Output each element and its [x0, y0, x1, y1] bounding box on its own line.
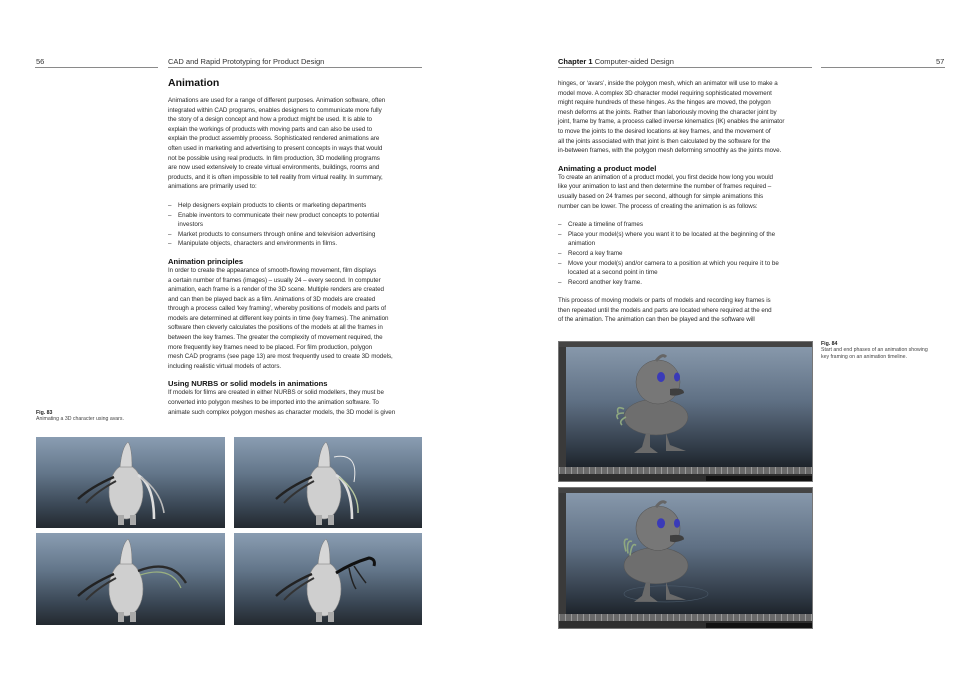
list-item: – Market products to consumers through online and television advertising [168, 230, 404, 240]
figure-83-caption [36, 410, 156, 423]
software-tool-shelf [559, 493, 566, 614]
text-line: not be possible using real products. In film production, 3D modelling programs [168, 154, 380, 162]
rooster-illustration [234, 533, 422, 625]
text-line: often used in marketing and advertising to present concepts in ways that would [168, 144, 383, 152]
figure-caption: Animating a 3D character using avars. [36, 416, 124, 422]
text-line: the story of a design concept and how a product might be used. It is able to [168, 116, 372, 124]
text-line: integrated within CAD programs, enables designers to communicate more fully [168, 106, 382, 114]
list-item: – Enable inventors to communicate their new product concepts to potential investors [168, 211, 404, 230]
list-item: – Record a key frame [558, 249, 798, 259]
text-line: To create an animation of a product model, you first decide how long you would [558, 173, 773, 181]
text-line: converted into polygon meshes to be imported into the animation software. To [168, 399, 379, 407]
intro-paragraph [168, 96, 424, 192]
text-line: software then cleverly calculates the positions of the models at all the frames in [168, 324, 383, 332]
text-line: animate such complex polygon meshes as character models, the 3D model is given [168, 408, 396, 416]
text-line: model move. A complex 3D character model requiring sophisticated movement [558, 89, 772, 97]
rooster-render-frame-4 [234, 533, 422, 625]
rooster-render-frame-3 [36, 533, 225, 625]
text-line: more frequently key frames need to be placed. For film production, polygon [168, 343, 373, 351]
left-page-body [168, 77, 424, 417]
running-head: CAD and Rapid Prototyping for Product Design [168, 57, 325, 66]
text-line: in-between frames, with the polygon mesh deforming smoothly as the joints move. [558, 147, 782, 155]
duck-model-illustration [566, 493, 812, 614]
text-line: number can be lower. The process of creating the animation is as follows: [558, 202, 758, 210]
rooster-illustration [234, 437, 422, 528]
text-line: animation, each frame is a render of the 3D scene. Multiple renders are created [168, 286, 384, 294]
animation-software-screenshot-start [558, 341, 813, 482]
steps-list [558, 220, 798, 287]
header-rule-right-inner [558, 67, 812, 68]
text-line: hinges, or ‘avars’, inside the polygon mesh, which an animator will use to make a [558, 80, 778, 87]
list-item: – Manipulate objects, characters and environments in films. [168, 239, 404, 249]
text-line: mesh CAD programs (see page 13) are most frequently used to create 3D models, [168, 353, 393, 361]
list-item: – Move your model(s) and/or camera to a position at which you require it to be located at a second point in time [558, 259, 798, 278]
nurbs-paragraph [168, 388, 424, 417]
text-line: explain the product assembly process. Sophisticated rendered animations are [168, 135, 380, 143]
text-line: explain the workings of products with moving parts and can also be used to [168, 125, 373, 133]
list-item: – Place your model(s) where you want it to be located at the beginning of the animation [558, 230, 798, 249]
continued-paragraph [558, 79, 814, 156]
text-line: In order to create the appearance of smooth-flowing movement, film displays [168, 266, 377, 274]
software-tool-shelf [559, 347, 566, 467]
chapter-heading [558, 57, 674, 66]
text-line: are now used extensively to create virtual environments, buildings, rooms and [168, 164, 380, 172]
duck-model-illustration [566, 347, 812, 467]
text-line: joint, frame by frame, a process called inverse kinematics (IK) enables the animator [558, 118, 785, 126]
uses-list [168, 201, 404, 249]
figure-label: Fig. 83 [36, 410, 53, 416]
text-line: models are determined at different key points in time (key frames). The animation [168, 314, 389, 322]
section-title-animation: Animation [168, 77, 220, 89]
figure-caption-line: key framing on an animation timeline. [821, 353, 907, 360]
rooster-render-frame-1 [36, 437, 225, 528]
heading-nurbs: Using NURBS or solid models in animations [168, 379, 328, 389]
text-line: like your animation to last and then determine the number of frames required – [558, 183, 772, 191]
figure-caption-line: Start and end phases of an animation showing [821, 347, 928, 353]
list-item: – Create a timeline of frames [558, 220, 798, 230]
text-line: This process of moving models or parts of models and recording key frames is [558, 297, 771, 305]
animation-timeline [559, 467, 812, 474]
text-line: of the animation. The animation can then be played and the software will [558, 316, 755, 324]
chapter-title: Computer-aided Design [594, 57, 674, 66]
rooster-illustration [36, 533, 225, 625]
product-paragraph [558, 173, 814, 211]
text-line: products, and it is often impossible to tell reality from virtual reality. In summary, [168, 173, 383, 181]
text-line: animations are primarily used to: [168, 183, 257, 191]
text-line: to move the joints to the desired locations at key frames, and the movement of [558, 127, 771, 135]
text-line: usually based on 24 frames per second, although for simple animations this [558, 192, 764, 200]
heading-animating-product-model: Animating a product model [558, 163, 657, 173]
header-rule-right-outer [821, 67, 945, 68]
heading-animation-principles: Animation principles [168, 256, 244, 266]
closing-paragraph [558, 296, 814, 325]
text-line: and can then be played back as a film. Animations of 3D models are created [168, 295, 376, 303]
header-rule-left-inner [168, 67, 422, 68]
header-rule-left-outer [35, 67, 158, 68]
animation-timeline [559, 614, 812, 621]
text-line: then repeated until the models and parts are located where required at the end [558, 306, 772, 314]
software-status-bar [559, 474, 812, 481]
text-line: If models for films are created in either NURBS or solid modellers, they must be [168, 389, 384, 397]
list-item: – Record another key frame. [558, 278, 798, 288]
text-line: mesh deforms at the joints. Rather than laboriously moving the character joint by [558, 108, 777, 116]
text-line: a certain number of frames (images) – usually 24 – every second. In computer [168, 276, 381, 284]
text-line: all the joints associated with that joint is then calculated by the software for the [558, 137, 771, 145]
list-item: – Help designers explain products to clients or marketing departments [168, 201, 404, 211]
chapter-label: Chapter 1 [558, 57, 593, 66]
rooster-illustration [36, 437, 225, 528]
rooster-render-frame-2 [234, 437, 422, 528]
text-line: through a process called ‘key framing’, whereby positions of models and parts of [168, 305, 386, 313]
animation-software-screenshot-end [558, 487, 813, 629]
software-status-bar [559, 621, 812, 628]
figure-84-caption [821, 341, 951, 360]
text-line: might require hundreds of these hinges. As the hinges are moved, the polygon [558, 99, 771, 107]
text-line: Animations are used for a range of different purposes. Animation software, often [168, 97, 386, 104]
figure-label: Fig. 84 [821, 341, 838, 347]
right-page-body [558, 79, 814, 325]
page-number-left: 56 [36, 57, 45, 66]
text-line: between the key frames. The greater the complexity of movement required, the [168, 334, 383, 342]
text-line: including realistic virtual models of actors. [168, 362, 282, 370]
principles-paragraph [168, 266, 424, 372]
page-number-right: 57 [936, 57, 945, 66]
